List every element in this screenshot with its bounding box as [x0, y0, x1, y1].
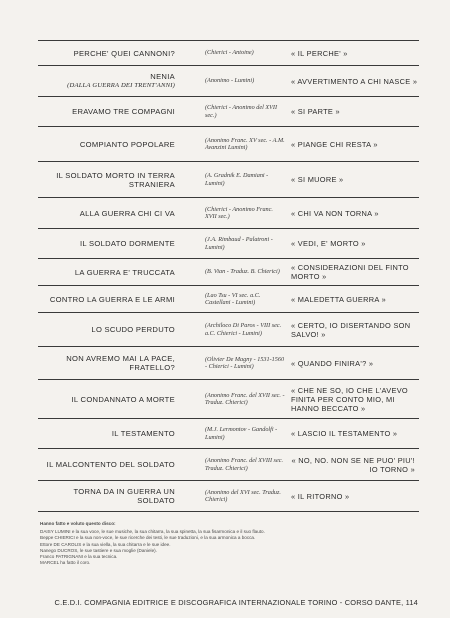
song-theme: « LASCIO IL TESTAMENTO »: [291, 429, 398, 438]
song-theme: « IL PERCHE' »: [291, 48, 348, 58]
song-theme: « CHI VA NON TORNA »: [291, 208, 379, 218]
song-theme: « VEDI, E' MORTO »: [291, 239, 366, 248]
song-title-text: NENIA: [150, 72, 175, 81]
song-row: [38, 259, 419, 285]
song-authors: (Anonimo del XVI sec. Traduz. Chierici): [205, 488, 281, 503]
song-row: [38, 380, 419, 418]
song-theme: « AVVERTIMENTO A CHI NASCE »: [291, 76, 418, 86]
song-authors: (Chierici - Anonimo Franc. XVII sec.): [205, 205, 273, 220]
credit-line: Nanego DUCROS, le sue tastiere e sua moglie (Daniele).: [40, 547, 157, 553]
song-subtitle: (DALLA GUERRA DEI TRENT'ANNI): [67, 82, 175, 89]
song-title: [38, 354, 193, 372]
song-title: [38, 295, 193, 304]
credits: [40, 521, 410, 566]
song-title: [38, 395, 193, 404]
song-title-text: IL MALCONTENTO DEL SOLDATO: [46, 460, 175, 469]
song-theme: « CERTO, IO DISERTANDO SON SALVO! »: [291, 320, 411, 339]
song-title-text: ERAVAMO TRE COMPAGNI: [72, 107, 175, 116]
song-row: [38, 41, 419, 65]
song-authors: (Anonimo Franc. XV sec. - A.M. Avanzini Lumini): [205, 136, 285, 151]
song-title: [38, 49, 193, 58]
song-authors: (Chierici - Anonimo del XVII sec.): [205, 104, 278, 119]
song-title-text: IL SOLDATO MORTO IN TERRA STRANIERA: [56, 170, 175, 189]
song-title: [38, 107, 193, 116]
song-title-text: NON AVREMO MAI LA PACE, FRATELLO?: [66, 354, 175, 372]
song-title: [38, 140, 193, 149]
song-title-text: IL CONDANNATO A MORTE: [71, 394, 175, 404]
song-authors: (Anonimo - Lumini): [205, 77, 255, 85]
song-theme: « QUANDO FINIRA'? »: [291, 358, 374, 368]
song-theme: « PIANGE CHI RESTA »: [291, 139, 378, 149]
song-row: [38, 313, 419, 346]
song-title: [38, 460, 193, 469]
song-title: [38, 209, 193, 218]
credit-line: Franco PATRIGNANI e la sua tecnica.: [40, 554, 118, 560]
song-theme: « SI MUORE »: [291, 175, 344, 184]
song-title-text: LO SCUDO PERDUTO: [91, 325, 175, 334]
credit-line: DAISY LUMINI e la sua voce, le sue musiche, la sua chitarra, la sua spinetta, la sua fisarmonica e il suo flauto.: [40, 529, 265, 535]
song-title: [38, 171, 193, 189]
song-theme: « MALEDETTA GUERRA »: [291, 294, 386, 304]
song-authors: (Olivier De Magny - 1531-1560 - Chierici - Lumini): [205, 355, 285, 370]
song-row: [38, 66, 419, 96]
song-theme: « CHE NE SO, IO CHE L'AVEVO FINITA PER CONTO MIO, MI HANNO BECCATO »: [291, 385, 408, 413]
song-authors: (Anonimo Franc. del XVIII sec. Traduz. Chierici): [205, 457, 284, 472]
song-row: [38, 229, 419, 258]
song-row: [38, 347, 419, 379]
song-authors: (M.J. Lermontov - Gandolfi - Lumini): [205, 426, 278, 441]
publisher-footer: C.E.D.I. COMPAGNIA EDITRICE E DISCOGRAFICA INTERNAZIONALE TORINO - CORSO DANTE, 114: [54, 598, 418, 607]
song-row: [38, 97, 419, 126]
song-title: [38, 325, 193, 334]
song-authors: (Anonimo Franc. del XVII sec. - Traduz. Chierici): [205, 391, 285, 406]
song-authors: (Chierici - Antoine): [205, 49, 254, 57]
song-row: [38, 162, 419, 197]
song-title: [38, 268, 193, 277]
song-row: [38, 286, 419, 312]
song-title-text: PERCHE' QUEI CANNONI?: [73, 48, 175, 58]
song-row: [38, 127, 419, 161]
credit-line: Beppe CHIERICI e la sua non-voce, le sue ricerche dei testi, le sue traduzioni, e la sua armonica a bocca.: [40, 535, 256, 541]
song-title: [38, 487, 193, 505]
credit-line: Ettore DE CAROLIS e la sua viella, la sua chitarra e le sue idee.: [40, 541, 171, 547]
song-title-text: LA GUERRA E' TRUCCATA: [74, 267, 175, 277]
song-title-text: CONTRO LA GUERRA E LE ARMI: [49, 294, 175, 304]
song-row: [38, 449, 419, 480]
song-authors: (Lao Tsu - VI sec. a.C. Castellani - Lumini): [205, 291, 261, 306]
song-theme: « IL RITORNO »: [291, 491, 350, 501]
song-theme: « SI PARTE »: [291, 107, 340, 116]
song-title: [38, 72, 193, 90]
song-theme: « CONSIDERAZIONI DEL FINTO MORTO »: [291, 263, 409, 281]
song-row: [38, 481, 419, 511]
song-title-text: IL TESTAMENTO: [111, 429, 175, 438]
song-title-text: ALLA GUERRA CHI CI VA: [79, 208, 175, 218]
credit-line: MARCEL ha fatto il coro.: [40, 560, 91, 566]
song-title: [38, 239, 193, 248]
song-title-text: TORNA DA IN GUERRA UN SOLDATO: [73, 487, 175, 505]
song-theme: « NO, NO. NON SE NE PUO' PIU'! IO TORNO »: [291, 455, 415, 474]
credits-heading: Hanno fatto e voluto questo disco:: [40, 521, 116, 526]
song-authors: (B. Vian - Traduz. B. Chierici): [205, 268, 280, 276]
song-row: [38, 198, 419, 228]
song-authors: (Archiloco Di Paros - VIII sec. a.C. Chierici - Lumini): [205, 322, 282, 337]
song-title-text: IL SOLDATO DORMENTE: [79, 239, 175, 248]
song-title: [38, 429, 193, 438]
row-divider: [38, 511, 419, 512]
song-authors: (A. Gradnik E. Damiani - Lumini): [205, 172, 269, 187]
song-authors: (J.A. Rimbaud - Palatroni - Lumini): [205, 236, 273, 251]
song-title-text: COMPIANTO POPOLARE: [79, 139, 175, 149]
song-row: [38, 419, 419, 448]
